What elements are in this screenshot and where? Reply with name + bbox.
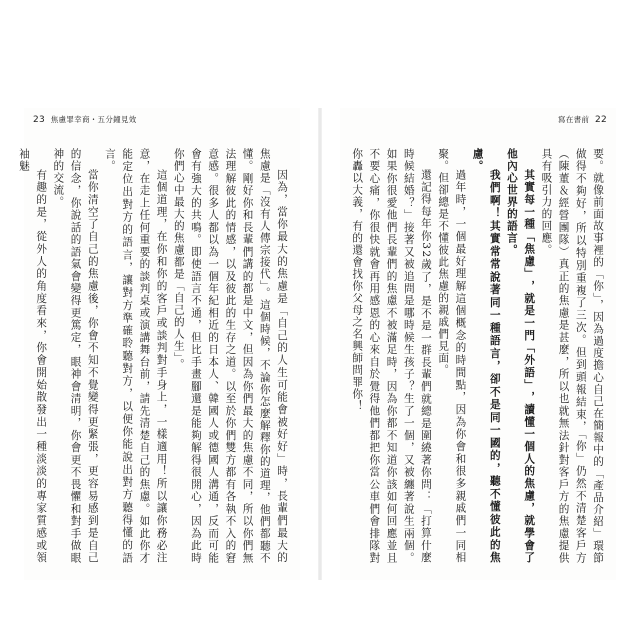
right-page-header — [558, 114, 610, 125]
left-page-running-title: 焦慮罪幸商・五分鐘見效 — [50, 115, 137, 124]
right-page-body — [350, 148, 606, 564]
body-paragraph: 當你清空了自己的焦慮後，你會不知不覺變得更緊張，更容易感到是自己的信念，你說話的語氣會變得更篤定，眼神會清明，你會更不畏懼和對手做眼神的交流。 — [52, 148, 99, 564]
right-page — [340, 108, 616, 580]
body-paragraph: 要。就像前面故事裡的「你」，因為過度擔心自己在簡報中的「產品介紹」環節做得不夠好，所以特別重複了三次。但到頭報結束，「你」仍然不清楚客戶方（陳董＆經營團隊）真正的焦慮是甚麼，所以也就無法針對客戶方的焦慮提供具有吸引力的回應。 — [540, 148, 604, 564]
body-paragraph: 因為，當你最大的焦慮是「自己的人生可能會被好好」時，長輩們最大的焦慮是「沒有人傳宗接代」。這個時候，不論你怎麼解釋你的道理，他們都聽不懂。剛好你和長輩們講的都是中文，但因為你們最大的焦慮不同，所以你們無法理解彼此的情感，以及彼此的生存之道。以至於你們雙方都有各執不入的窘意感。很多人都以為一個年紀相近的日本人、韓國人或德國人溝通，反而可能會有強大的共鳴。即使語言不通，但比手畫腳還是能夠解得很開心，因為此時你們心中最大的焦慮都是「自己的人生」。 — [172, 148, 288, 564]
body-paragraph: 有趣的是，從外人的角度看來，你會開始散發出一種淡淡的專家質感或領袖魅 — [17, 148, 48, 564]
right-page-number: 22 — [594, 115, 607, 125]
body-paragraph: 過年時，一個最好理解這個概念的時間點，因為你會和很多親戚們一同相聚。但卻總是不懂彼此焦慮的親戚們見面。 — [437, 148, 467, 564]
body-paragraph: 這個道理，在你和你的客戶或談判對手身上，一樣適用！所以讓你務必注意，在走上任何重要的談判桌或演講舞台前，請先清楚自己的焦慮。如此你才能定位出對方的語言，讓對方準確聆聽對方，以便你能說出對方聽得懂的語言。 — [103, 148, 168, 564]
emphasis-paragraph: 我們啊！其實常常說著同一種語言，卻不是同一國的，聽不懂彼此的焦慮。 — [471, 148, 501, 564]
book-gutter — [318, 108, 322, 580]
left-page-body — [17, 148, 290, 564]
left-page — [17, 108, 300, 580]
left-page-header — [30, 114, 137, 125]
right-page-running-title: 寫在書前 — [558, 115, 590, 124]
emphasis-paragraph: 其實每一種「焦慮」，就是一門「外語」，讀懂一個人的焦慮，就學會了他內心世界的語言。 — [505, 148, 536, 564]
body-paragraph: 還記得每年你32歲了，是不是一群長輩們就總是圍繞著你問：「打算什麼時候結婚？」接著又被追問是哪時候生孩子？生了一個，又被纏著說生兩個。如果你很愛他們長輩們的焦慮不被滿足時，因為你都不知道你該如何回應並且不要心痛，你很快就會再用感恩的心來自於覺得他們都把你當公車們會排隊對你轟以大義，有的還會找你父母之名興師問罪你！ — [351, 148, 432, 564]
left-page-number: 23 — [33, 115, 46, 125]
